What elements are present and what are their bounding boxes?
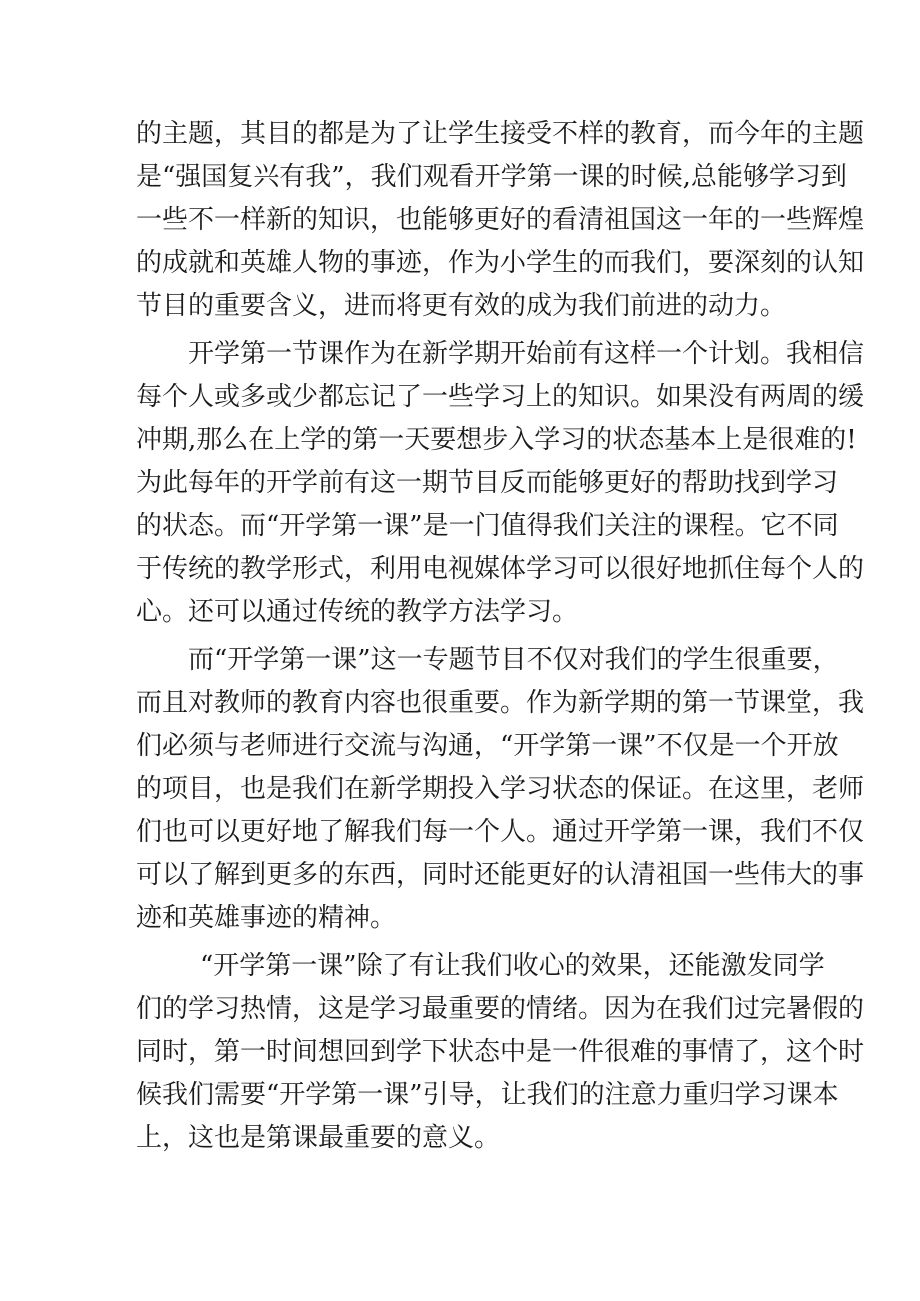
paragraph-line: “开学第一课”除了有让我们收心的效果，还能激发同学 bbox=[200, 951, 825, 981]
paragraph-line: 冲期,那么在上学的第一天要想步入学习的状态基本上是很难的! bbox=[136, 425, 857, 455]
paragraph-line: 的项目，也是我们在新学期投入学习状态的保证。在这里，老师 bbox=[136, 774, 865, 804]
paragraph-line: 而且对教师的教育内容也很重要。作为新学期的第一节课堂，我 bbox=[136, 688, 865, 718]
paragraph-line: 每个人或多或少都忘记了一些学习上的知识。如果没有两周的缓 bbox=[136, 382, 865, 412]
paragraph-line: 于传统的教学形式，利用电视媒体学习可以很好地抓住每个人的 bbox=[136, 554, 865, 584]
paragraph-line: 一些不一样新的知识，也能够更好的看清祖国这一年的一些辉煌 bbox=[136, 205, 865, 235]
paragraph-1 bbox=[136, 113, 865, 328]
paragraph-line: 可以了解到更多的东西，同时还能更好的认清祖国一些伟大的事 bbox=[136, 860, 865, 890]
paragraph-line: 的状态。而“开学第一课”是一门值得我们关注的课程。它不同 bbox=[136, 511, 839, 541]
paragraph-line: 们的学习热情，这是学习最重要的情绪。因为在我们过完暑假的 bbox=[136, 994, 865, 1024]
paragraph-line: 迹和英雄事迹的精神。 bbox=[136, 903, 397, 933]
paragraph-line: 上，这也是第课最重要的意义。 bbox=[136, 1123, 501, 1153]
paragraph-2 bbox=[136, 333, 865, 634]
paragraph-line: 候我们需要“开学第一课”引导，让我们的注意力重归学习课本 bbox=[136, 1080, 839, 1110]
paragraph-line: 心。还可以通过传统的教学方法学习。 bbox=[136, 597, 579, 627]
paragraph-line: 是“强国复兴有我”，我们观看开学第一课的时候,总能够学习到 bbox=[136, 162, 847, 192]
paragraph-line: 们也可以更好地了解我们每一个人。通过开学第一课，我们不仅 bbox=[136, 817, 865, 847]
paragraph-line: 开学第一节课作为在新学期开始前有这样一个计划。我相信 bbox=[188, 339, 865, 369]
paragraph-line: 们必须与老师进行交流与沟通，“开学第一课”不仅是一个开放 bbox=[136, 731, 839, 761]
paragraph-3 bbox=[136, 639, 865, 940]
paragraph-line: 的成就和英雄人物的事迹，作为小学生的而我们，要深刻的认知 bbox=[136, 248, 865, 278]
paragraph-line: 节目的重要含义，进而将更有效的成为我们前进的动力。 bbox=[136, 291, 787, 321]
paragraph-line: 而“开学第一课”这一专题节目不仅对我们的学生很重要， bbox=[188, 645, 839, 675]
document-body bbox=[136, 113, 865, 1165]
paragraph-line: 为此每年的开学前有这一期节目反而能够更好的帮助找到学习 bbox=[136, 468, 839, 498]
paragraph-4 bbox=[136, 945, 865, 1160]
paragraph-line: 的主题，其目的都是为了让学生接受不样的教育，而今年的主题 bbox=[136, 119, 865, 149]
paragraph-line: 同时，第一时间想回到学下状态中是一件很难的事情了，这个时 bbox=[136, 1037, 865, 1067]
